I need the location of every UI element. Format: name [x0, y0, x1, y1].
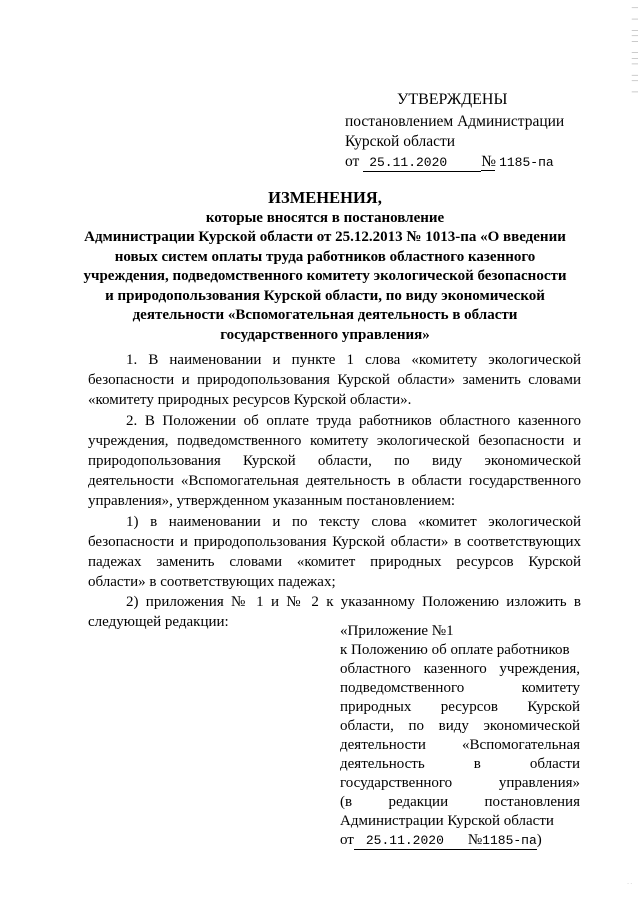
appendix-line: деятельность в области	[340, 756, 580, 772]
heading-line: и природопользования Курской области, по виду экономической	[105, 287, 545, 304]
appendix-number-block	[466, 832, 537, 850]
approval-title: УТВЕРЖДЕНЫ	[397, 91, 508, 108]
appendix-line: областного казенного учреждения,	[340, 661, 580, 677]
appendix-line: (в редакции постановления	[340, 794, 580, 810]
body-line: безопасности и природопользования Курской области» в соответствующих	[88, 533, 581, 550]
scan-margin-mark: | | ||| ||| || |	[631, 6, 638, 96]
body-line: области» в соответствующих падежах;	[88, 574, 336, 591]
appendix-date-prefix: от	[340, 832, 354, 848]
appendix-line: к Положению об оплате работников	[340, 642, 570, 658]
appendix-line: «Приложение №1	[340, 623, 454, 639]
approval-number-prefix: №	[481, 153, 496, 170]
body-line: 1) в наименовании и по тексту слова «комитет экологической	[126, 513, 581, 530]
heading-line: новых систем оплаты труда работников областного казенного	[114, 248, 536, 265]
body-line: 1. В наименовании и пункте 1 слова «комитету экологической	[126, 352, 581, 368]
body-line: следующей редакции:	[88, 614, 229, 631]
body-line: учреждения, подведомственного комитету экологической безопасности и	[88, 432, 581, 449]
approval-line-1: постановлением Администрации	[345, 113, 565, 130]
appendix-date: 25.11.2020	[354, 833, 466, 850]
body-line: 2. В Положении об оплате труда работников областного казенного	[126, 412, 581, 429]
heading-line: Администрации Курской области от 25.12.2013 № 1013-па «О введении	[84, 229, 566, 245]
heading-title: ИЗМЕНЕНИЯ,	[268, 188, 382, 207]
appendix-line: Администрации Курской области	[340, 813, 554, 829]
body-line: «комитету природных ресурсов Курской области».	[88, 392, 412, 409]
body-line: деятельности «Вспомогательная деятельность в области государственного	[88, 473, 581, 490]
heading-line: государственного управления»	[220, 326, 430, 343]
appendix-number: 1185-па	[482, 833, 537, 848]
document-heading	[60, 188, 590, 345]
approval-date-prefix: от	[345, 153, 360, 170]
scan-corner-mark: · ·	[627, 881, 632, 887]
approval-date-line	[345, 152, 605, 173]
approval-block	[345, 90, 605, 173]
appendix-line: области, по виду экономической	[340, 718, 580, 734]
appendix-line: государственного управления»	[340, 775, 580, 791]
appendix-line: подведомственного комитету	[340, 680, 580, 696]
document-body	[88, 350, 581, 633]
appendix-closing-paren: )	[536, 832, 542, 848]
approval-line-2: Курской области	[345, 133, 456, 150]
approval-number: 1185-па	[499, 155, 554, 170]
heading-line: деятельности «Вспомогательная деятельность в области	[132, 307, 518, 323]
body-line: падежах заменить словами «комитет природных ресурсов Курской	[88, 553, 581, 570]
body-line: природопользования Курской области, по виду экономической	[88, 452, 581, 469]
appendix-number-prefix: №	[467, 832, 483, 848]
body-line: 2) приложения № 1 и № 2 к указанному Положению изложить в	[126, 594, 581, 611]
appendix-line: природных ресурсов Курской	[340, 699, 580, 715]
approval-date: 25.11.2020	[363, 155, 481, 172]
heading-line: учреждения, подведомственного комитету экологической безопасности	[83, 268, 567, 284]
appendix-line: деятельности «Вспомогательная	[340, 737, 580, 753]
heading-line: которые вносятся в постановление	[205, 209, 445, 226]
appendix-block	[340, 622, 580, 850]
appendix-date-line	[340, 831, 580, 850]
body-line: безопасности и природопользования Курской области» заменить словами	[88, 372, 581, 389]
body-line: управления», утвержденном указанным постановлением:	[88, 493, 456, 510]
